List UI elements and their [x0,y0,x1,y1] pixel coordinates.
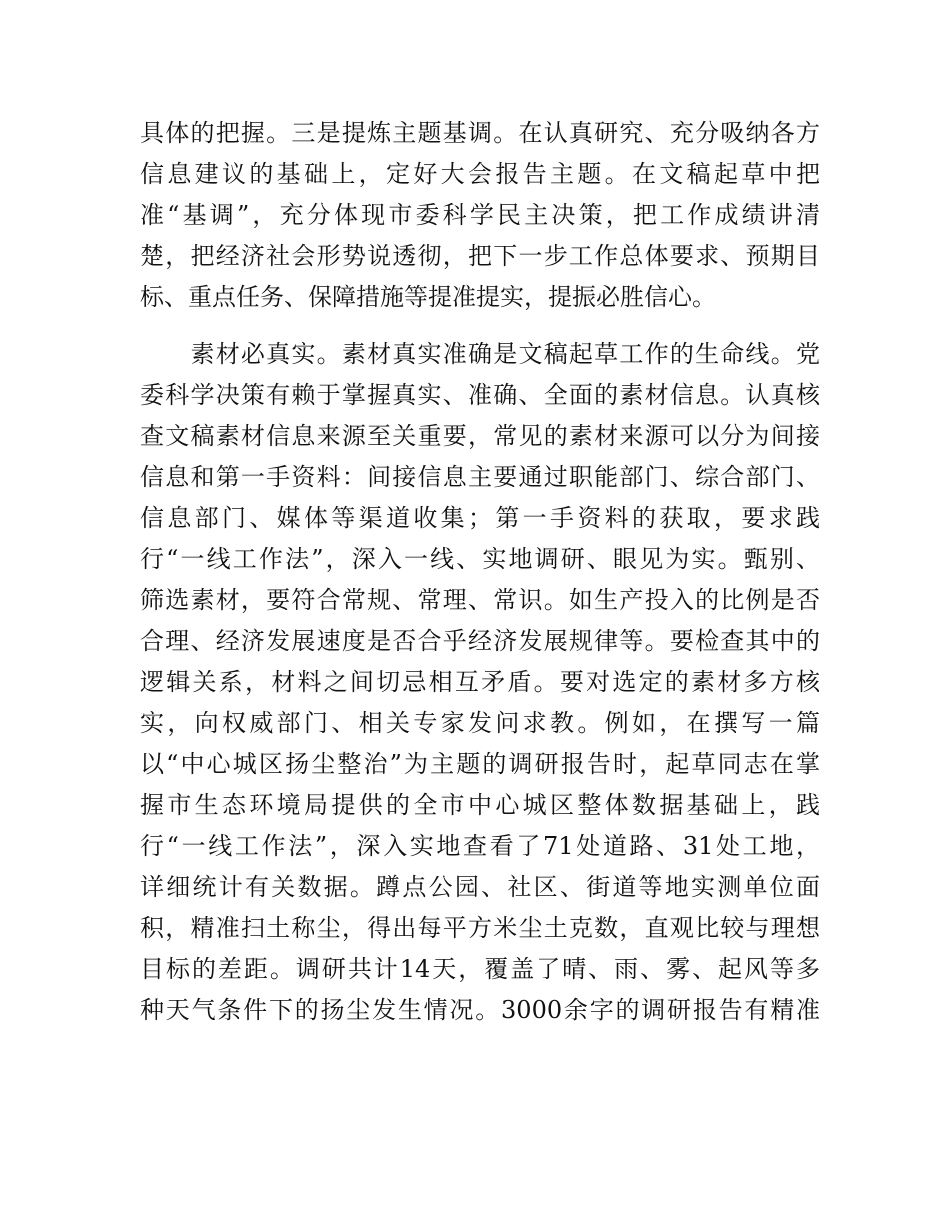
document-body [140,113,820,1031]
text-line: 信息和第一手资料：间接信息主要通过职能部门、综合部门、 [140,463,820,491]
text-line: 积，精准扫土称尘，得出每平方米尘土克数，直观比较与理想 [140,914,820,942]
text-line: 行“一线工作法”，深入一线、实地调研、眼见为实。甄别、 [140,545,820,573]
text-line: 逻辑关系，材料之间切忌相互矛盾。要对选定的素材多方核 [140,668,820,696]
text-line: 目标的差距。调研共计14天，覆盖了晴、雨、雾、起风等多 [140,955,820,983]
paragraph-1 [140,113,820,318]
text-line: 楚，把经济社会形势说透彻，把下一步工作总体要求、预期目 [140,242,820,270]
text-line: 筛选素材，要符合常规、常理、常识。如生产投入的比例是否 [140,586,820,614]
text-line: 委科学决策有赖于掌握真实、准确、全面的素材信息。认真核 [140,381,820,409]
text-line: 具体的把握。三是提炼主题基调。在认真研究、充分吸纳各方 [140,119,820,147]
text-line: 实，向权威部门、相关专家发问求教。例如，在撰写一篇 [140,709,820,737]
text-line: 详细统计有关数据。蹲点公园、社区、街道等地实测单位面 [140,873,820,901]
text-line: 标、重点任务、保障措施等提准提实，提振必胜信心。 [140,283,716,311]
text-line: 准“基调”，充分体现市委科学民主决策，把工作成绩讲清 [140,201,820,229]
paragraph-2 [140,334,820,1031]
text-line: 以“中心城区扬尘整治”为主题的调研报告时，起草同志在掌 [140,750,820,778]
text-line: 查文稿素材信息来源至关重要，常见的素材来源可以分为间接 [140,422,820,450]
text-line: 种天气条件下的扬尘发生情况。3000余字的调研报告有精准 [140,996,820,1024]
text-line: 信息部门、媒体等渠道收集；第一手资料的获取，要求践 [140,504,820,532]
text-line: 素材必真实。素材真实准确是文稿起草工作的生命线。党 [140,340,820,368]
text-line: 握市生态环境局提供的全市中心城区整体数据基础上，践 [140,791,820,819]
text-line: 行“一线工作法”，深入实地查看了71处道路、31处工地， [140,832,820,860]
text-line: 信息建议的基础上，定好大会报告主题。在文稿起草中把 [140,160,820,188]
text-line: 合理、经济发展速度是否合乎经济发展规律等。要检查其中的 [140,627,820,655]
